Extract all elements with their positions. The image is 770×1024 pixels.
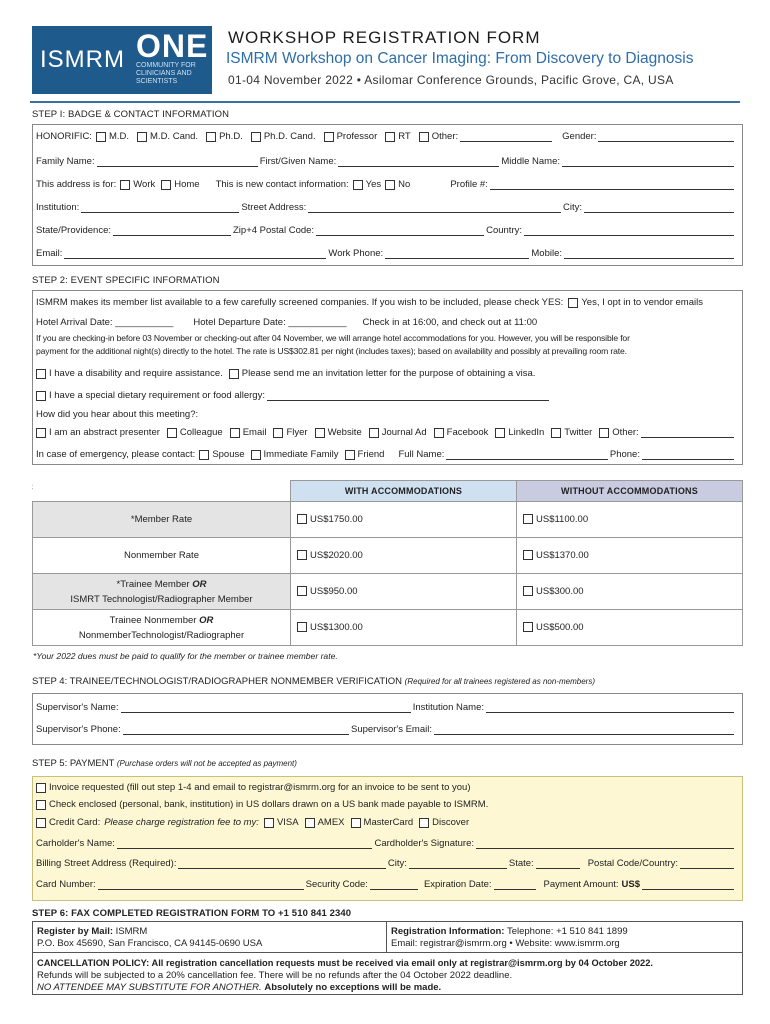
step4-note: (Required for all trainees registered as non-members) [404,677,595,686]
gender-field[interactable] [598,134,734,142]
vendor-row [36,297,736,308]
rt-label: RT [398,131,411,142]
linkedin-checkbox[interactable] [495,428,505,438]
billing-field[interactable] [178,861,385,869]
flyer-checkbox[interactable] [273,428,283,438]
supervisor-name-field[interactable] [121,705,411,713]
state-field[interactable] [113,228,231,236]
fee-row-trainee-nonmember [33,610,743,646]
abstract-checkbox[interactable] [36,428,46,438]
supervisor-email-field[interactable] [434,727,734,735]
journal-label: Journal Ad [381,427,427,438]
credit-card-checkbox[interactable] [36,818,46,828]
yes-checkbox[interactable] [353,180,363,190]
work-label: Work [133,179,156,190]
info-contact: Email: registrar@ismrm.org • Website: www.ismrm.org [391,938,620,949]
middle-name-field[interactable] [562,159,734,167]
country-label: Country: [486,225,522,236]
supervisor-phone-label: Supervisor's Phone: [36,724,121,735]
registration-fees-table [32,480,743,646]
step6-title: STEP 6: FAX COMPLETED REGISTRATION FORM TO +1 510 841 2340 [32,908,352,919]
website-label: Website [327,427,362,438]
diet-row [36,390,736,401]
contact-row [36,248,736,259]
supervisor-phone-field[interactable] [123,727,349,735]
fee-checkbox[interactable] [523,586,533,596]
billing-state-field[interactable] [536,861,580,869]
fee-row-trainee-member [33,574,743,610]
fee-option-trainee-nonmember-without[interactable]: US$500.00 [517,610,743,646]
postal-field[interactable] [680,861,734,869]
profile-field[interactable] [490,182,734,190]
fee-checkbox[interactable] [297,586,307,596]
family-name-label: Family Name: [36,156,95,167]
other-source-field[interactable] [641,430,734,438]
mail-label: Register by Mail: [37,926,114,937]
invoice-row [36,782,736,793]
fee-checkbox[interactable] [523,622,533,632]
amex-checkbox[interactable] [305,818,315,828]
security-code-label: Security Code: [305,879,368,890]
city-field[interactable] [584,205,734,213]
logo-subtitle: COMMUNITY FOR CLINICIANS AND SCIENTISTS [136,62,196,85]
emergency-phone-label: Phone: [609,449,640,460]
friend-checkbox[interactable] [345,450,355,460]
step2-title: STEP 2: EVENT SPECIFIC INFORMATION [32,275,220,286]
email-field[interactable] [64,251,326,259]
professor-checkbox[interactable] [324,132,334,142]
billing-row [36,858,736,869]
rt-checkbox[interactable] [385,132,395,142]
visa-checkbox[interactable] [264,818,274,828]
logo-one-text: ONE [136,28,209,64]
visa-letter-checkbox[interactable] [229,369,239,379]
honorific-row [36,131,736,142]
supervisor-name-label: Supervisor's Name: [36,702,119,713]
info-phone: Telephone: +1 510 841 1899 [506,926,628,937]
work-checkbox[interactable] [120,180,130,190]
workshop-date: 01-04 November 2022 • Asilomar Conference Grounds, Pacific Grove, CA, USA [228,73,674,87]
first-name-label: First/Given Name: [259,156,337,167]
vendor-text: ISMRM makes its member list available to a few carefully screened companies. If you wish to be included, please check YES: [36,297,564,308]
family-label: Immediate Family [263,449,339,460]
step5-title: STEP 5: PAYMENT [32,758,115,769]
work-phone-field[interactable] [385,251,529,259]
profile-label: Profile #: [450,179,488,190]
billing-city-field[interactable] [409,861,507,869]
credit-card-label: Credit Card: [49,817,101,828]
accommodation-note [36,332,744,358]
logo-ismrm-text: ISMRM [40,46,125,73]
facebook-label: Facebook [446,427,489,438]
phd-cand-checkbox[interactable] [251,132,261,142]
gender-label: Gender: [562,131,597,142]
email-source-label: Email [242,427,267,438]
disability-checkbox[interactable] [36,369,46,379]
first-name-field[interactable] [338,159,499,167]
billing-city-label: City: [387,858,407,869]
discover-checkbox[interactable] [419,818,429,828]
other-source-label: Other: [612,427,639,438]
fee-option-nonmember-with[interactable]: US$2020.00 [291,538,517,574]
checkin-text: Check in at 16:00, and check out at 11:00 [362,317,538,328]
vendor-opt-label: Yes, I opt in to vendor emails [581,297,703,308]
fee-option-trainee-member-without[interactable]: US$300.00 [517,574,743,610]
abstract-label: I am an abstract presenter [49,427,160,438]
expiration-label: Expiration Date: [423,879,492,890]
professor-label: Professor [336,131,378,142]
institution-row [36,202,736,213]
state-row [36,225,736,236]
institution-name-field[interactable] [486,705,734,713]
without-accommodations-header: WITHOUT ACCOMMODATIONS [517,481,743,502]
website-checkbox[interactable] [315,428,325,438]
other-honorific-label: Other: [431,131,459,142]
other-honorific-checkbox[interactable] [419,132,429,142]
no-checkbox[interactable] [385,180,395,190]
email-label: Email: [36,248,63,259]
fee-checkbox[interactable] [523,514,533,524]
institution-field[interactable] [81,205,239,213]
mastercard-checkbox[interactable] [351,818,361,828]
step5-note: (Purchase orders will not be accepted as payment) [116,759,297,768]
check-row [36,799,736,810]
hotel-departure-label[interactable]: Hotel Departure Date: ___________ [193,317,347,328]
mobile-label: Mobile: [531,248,562,259]
twitter-label: Twitter [564,427,593,438]
other-source-checkbox[interactable] [599,428,609,438]
diet-label: I have a special dietary requirement or food allergy: [49,390,265,401]
visa-letter-label: Please send me an invitation letter for the purpose of obtaining a visa. [241,368,536,379]
mobile-field[interactable] [564,251,734,259]
no-substitute-text: NO ATTENDEE MAY SUBSTITUTE FOR ANOTHER. [37,982,262,993]
amex-label: AMEX [317,817,345,828]
fee-checkbox[interactable] [297,622,307,632]
payment-amount-label: Payment Amount: [543,879,619,890]
invoice-label: Invoice requested (fill out step 1-4 and email to registrar@ismrm.org for an invoice to be sent to you) [49,782,471,793]
vendor-checkbox[interactable] [568,298,578,308]
country-field[interactable] [524,228,734,236]
work-phone-label: Work Phone: [328,248,384,259]
refund-policy: Refunds will be subjected to a 20% cancellation fee. There will be no refunds after the 04 October 2022 deadline. [37,970,513,981]
step5-heading [32,758,297,769]
fee-checkbox[interactable] [297,514,307,524]
fee-checkbox[interactable] [523,550,533,560]
honorific-label: HONORIFIC: [36,131,92,142]
info-line [391,926,628,937]
name-row [36,156,736,167]
mail-line [37,926,147,937]
form-title: WORKSHOP REGISTRATION FORM [228,28,541,47]
step1-title: STEP I: BADGE & CONTACT INFORMATION [32,109,230,120]
fee-row-nonmember [33,538,743,574]
emergency-label: In case of emergency, please contact: [36,449,196,460]
hear-row [36,409,736,420]
check-checkbox[interactable] [36,800,46,810]
cardholder-signature-field[interactable] [476,841,734,849]
ismrm-logo [32,26,212,94]
colleague-label: Colleague [179,427,223,438]
expiration-field[interactable] [494,882,536,890]
currency-label: US$ [621,879,640,890]
institution-name-label: Institution Name: [412,702,484,713]
full-name-field[interactable] [446,452,607,460]
colleague-checkbox[interactable] [167,428,177,438]
flyer-label: Flyer [286,427,308,438]
no-exceptions-text: Absolutely no exceptions will be made. [264,982,442,993]
facebook-checkbox[interactable] [434,428,444,438]
card-number-label: Card Number: [36,879,96,890]
discover-label: Discover [432,817,470,828]
no-label: No [398,179,411,190]
accommodation-note-line2: payment for the additional night(s) directly to the hotel. The rate is US$302.81 per night (includes taxes); based on availability and possibly at prevailing room rate. [36,346,627,356]
fee-checkbox[interactable] [297,550,307,560]
address-for-label: This address is for: [36,179,117,190]
md-cand-label: M.D. Cand. [150,131,199,142]
journal-checkbox[interactable] [369,428,379,438]
yes-label: Yes [365,179,382,190]
payment-amount-field[interactable] [642,882,734,890]
card-number-field[interactable] [98,882,304,890]
middle-name-label: Middle Name: [501,156,560,167]
workshop-title: ISMRM Workshop on Cancer Imaging: From Discovery to Diagnosis [226,50,694,67]
credit-card-note: Please charge registration fee to my: [104,817,259,828]
new-contact-label: This is new contact information: [215,179,349,190]
institution-label: Institution: [36,202,80,213]
hotel-dates-row [36,317,736,328]
friend-label: Friend [357,449,385,460]
md-cand-checkbox[interactable] [137,132,147,142]
emergency-row [36,449,736,460]
credit-row [36,817,736,828]
step1-box [32,124,743,266]
fee-option-nonmember-without[interactable]: US$1370.00 [517,538,743,574]
state-label: State/Providence: [36,225,111,236]
email-source-checkbox[interactable] [230,428,240,438]
fee-option-member-without[interactable]: US$1100.00 [517,502,743,538]
cardholder-name-label: Carholder's Name: [36,838,115,849]
phd-label: Ph.D. [219,131,243,142]
phd-cand-label: Ph.D. Cand. [263,131,316,142]
other-honorific-field[interactable] [460,134,552,142]
fee-label-trainee-member: *Trainee Member OR ISMRT Technologist/Radiographer Member [33,574,291,610]
twitter-checkbox[interactable] [551,428,561,438]
fees-footnote: *Your 2022 dues must be paid to qualify for the member or trainee member rate. [33,651,338,661]
linkedin-label: LinkedIn [508,427,545,438]
supervisor-row-2 [36,724,736,735]
postal-label: Postal Code/Country: [587,858,678,869]
cancellation-policy: CANCELLATION POLICY: All registration cancellation requests must be received via email only at registrar@ismrm.org by 04 October 2022. [37,958,653,968]
hotel-arrival-label[interactable]: Hotel Arrival Date: ___________ [36,317,174,328]
disability-label: I have a disability and require assistance. [49,368,223,379]
billing-state-label: State: [508,858,534,869]
hear-label: How did you hear about this meeting?: [36,409,199,420]
phd-checkbox[interactable] [206,132,216,142]
contact-box [32,921,743,995]
spouse-checkbox[interactable] [199,450,209,460]
mail-org: ISMRM [115,926,148,937]
address-type-row [36,179,736,190]
card-number-row [36,879,736,890]
emergency-phone-field[interactable] [642,452,734,460]
zip-field[interactable] [316,228,484,236]
family-name-field[interactable] [97,159,258,167]
mastercard-label: MasterCard [363,817,414,828]
md-checkbox[interactable] [96,132,106,142]
fee-option-trainee-member-with[interactable]: US$950.00 [291,574,517,610]
cardholder-signature-label: Cardholder's Signature: [374,838,474,849]
step4-box [32,693,743,745]
street-field[interactable] [308,205,561,213]
with-accommodations-header: WITH ACCOMMODATIONS [291,481,517,502]
substitution-policy [37,982,441,993]
diet-field[interactable] [267,393,549,401]
mail-address: P.O. Box 45690, San Francisco, CA 94145-0690 USA [37,938,263,949]
full-name-label: Full Name: [398,449,445,460]
fee-option-member-with[interactable]: US$1750.00 [291,502,517,538]
step4-heading [32,676,595,687]
accommodation-note-line1: If you are checking-in before 03 November or checking-out after 04 November, we will arrange hotel accommodations for you. However, you will be responsible for [36,333,630,343]
visa-label: VISA [276,817,299,828]
info-label: Registration Information: [391,926,505,937]
cardholder-name-field[interactable] [117,841,373,849]
supervisor-email-label: Supervisor's Email: [350,724,432,735]
family-checkbox[interactable] [251,450,261,460]
fee-row-member [33,502,743,538]
city-label: City: [563,202,582,213]
zip-label: Zip+4 Postal Code: [233,225,315,236]
spouse-label: Spouse [212,449,245,460]
billing-label: Billing Street Address (Required): [36,858,177,869]
invoice-checkbox[interactable] [36,783,46,793]
assistance-row [36,368,736,379]
fee-label-trainee-nonmember: Trainee Nonmember OR NonmemberTechnologist/Radiographer [33,610,291,646]
home-checkbox[interactable] [161,180,171,190]
header-divider [30,101,740,103]
md-label: M.D. [108,131,130,142]
home-label: Home [174,179,200,190]
fee-option-trainee-nonmember-with[interactable]: US$1300.00 [291,610,517,646]
street-label: Street Address: [241,202,307,213]
source-row [36,427,736,438]
fee-label-nonmember: Nonmember Rate [33,538,291,574]
check-label: Check enclosed (personal, bank, institution) in US dollars drawn on a US bank made payable to ISMRM. [49,799,489,810]
fee-label-member: *Member Rate [33,502,291,538]
cardholder-row [36,838,736,849]
diet-checkbox[interactable] [36,391,46,401]
step4-title: STEP 4: TRAINEE/TECHNOLOGIST/RADIOGRAPHER NONMEMBER VERIFICATION [32,676,403,687]
security-code-field[interactable] [370,882,418,890]
supervisor-row-1 [36,702,736,713]
